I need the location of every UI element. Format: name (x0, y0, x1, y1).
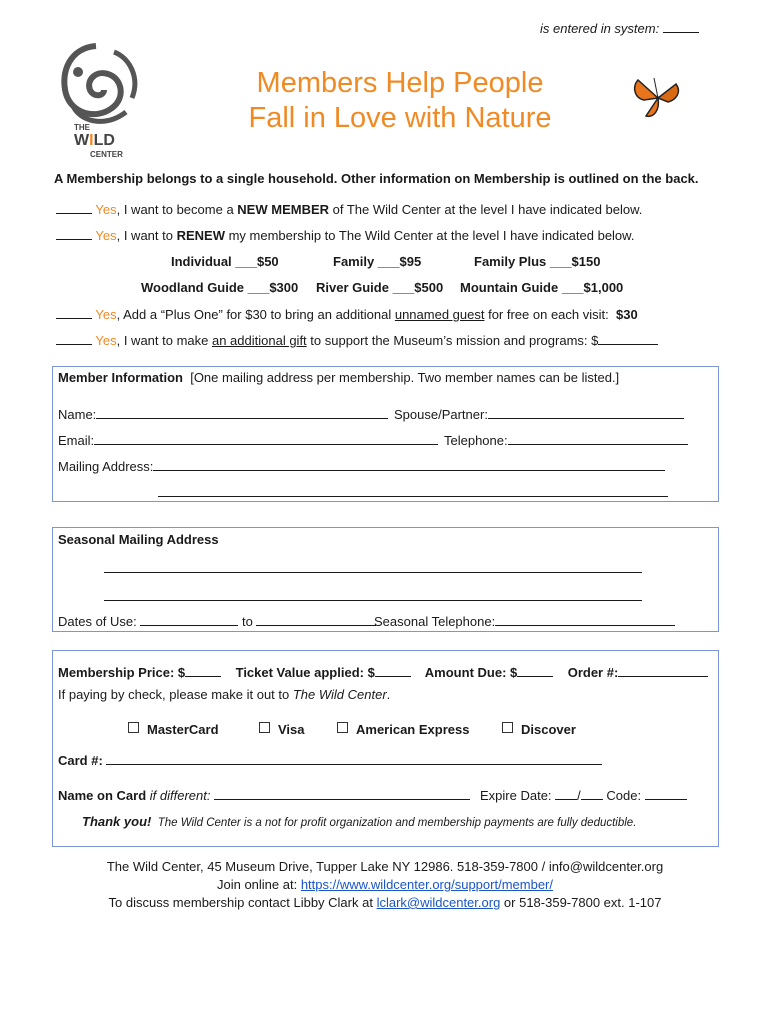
card-number-field[interactable]: Card #: (58, 752, 602, 768)
logo-text: THE WILD CENTER (74, 123, 123, 159)
butterfly-image (632, 76, 686, 123)
additional-gift-option[interactable]: Yes, I want to make an additional gift to support the Museum’s mission and programs: $ (56, 332, 658, 348)
email-field[interactable]: Email: (58, 432, 438, 448)
wild-center-logo (56, 42, 142, 158)
spouse-partner-field[interactable]: Spouse/Partner: (394, 406, 684, 422)
check-payable-note: If paying by check, please make it out to The Wild Center. (58, 687, 391, 702)
card-option-amex[interactable]: American Express (337, 722, 469, 737)
dates-of-use-field[interactable]: Dates of Use: to (58, 613, 376, 629)
plus-one-option[interactable]: Yes, Add a “Plus One” for $30 to bring an additional unnamed guest for free on each visit: $30 (56, 306, 638, 322)
title-line-2: Fall in Love with Nature (248, 102, 552, 134)
level-family[interactable]: Family ___$95 (333, 254, 422, 269)
butterfly-icon (632, 76, 686, 120)
expire-date-field[interactable]: Expire Date: / Code: (480, 787, 687, 803)
payment-summary-row[interactable]: Membership Price: $ Ticket Value applied: $ Amount Due: $ Order #: (58, 664, 708, 680)
name-on-card-field[interactable]: Name on Card if different: (58, 787, 470, 803)
level-individual[interactable]: Individual ___$50 (171, 254, 279, 269)
level-woodland-guide[interactable]: Woodland Guide ___$300 (141, 280, 299, 295)
amex-checkbox[interactable] (337, 722, 348, 733)
visa-checkbox[interactable] (259, 722, 270, 733)
entered-in-system-label: is entered in system: (540, 20, 699, 36)
page-title (230, 66, 570, 136)
renew-option[interactable]: Yes, I want to RENEW my membership to The Wild Center at the level I have indicated below. (56, 227, 634, 243)
footer-join-online: Join online at: https://www.wildcenter.org/support/member/ (216, 877, 553, 892)
contact-email-link[interactable]: lclark@wildcenter.org (376, 895, 501, 910)
thank-you-note: Thank you! The Wild Center is a not for profit organization and membership payments are fully deductible. (82, 814, 637, 829)
title-line-1: Members Help People (256, 67, 544, 99)
name-field[interactable]: Name: (58, 406, 388, 422)
footer-address: The Wild Center, 45 Museum Drive, Tupper Lake NY 12986. 518-359-7800 / info@wildcenter.org (106, 859, 664, 874)
seasonal-address-line-2[interactable] (104, 588, 642, 601)
new-member-option[interactable]: Yes, I want to become a NEW MEMBER of The Wild Center at the level I have indicated below. (56, 201, 642, 217)
level-river-guide[interactable]: River Guide ___$500 (316, 280, 444, 295)
card-option-discover[interactable]: Discover (502, 722, 576, 737)
level-mountain-guide[interactable]: Mountain Guide ___$1,000 (460, 280, 624, 295)
member-info-header: Member Information [One mailing address per membership. Two member names can be listed.] (58, 370, 620, 385)
card-option-visa[interactable]: Visa (259, 722, 305, 737)
level-family-plus[interactable]: Family Plus ___$150 (474, 254, 601, 269)
discover-checkbox[interactable] (502, 722, 513, 733)
seasonal-header: Seasonal Mailing Address (58, 532, 219, 547)
footer-contact: To discuss membership contact Libby Clark at lclark@wildcenter.org or 518-359-7800 ext. 1-107 (108, 895, 662, 910)
seasonal-address-line-1[interactable] (104, 560, 642, 573)
mailing-address-field[interactable]: Mailing Address: (58, 458, 665, 474)
card-option-mastercard[interactable]: MasterCard (128, 722, 219, 737)
intro-text: A Membership belongs to a single household. Other information on Membership is outlined on the back. (54, 171, 699, 186)
join-online-link[interactable]: https://www.wildcenter.org/support/member/ (300, 877, 553, 892)
mailing-address-line-2[interactable] (158, 484, 668, 497)
seasonal-telephone-field[interactable]: Seasonal Telephone: (374, 613, 675, 629)
mastercard-checkbox[interactable] (128, 722, 139, 733)
telephone-field[interactable]: Telephone: (444, 432, 688, 448)
